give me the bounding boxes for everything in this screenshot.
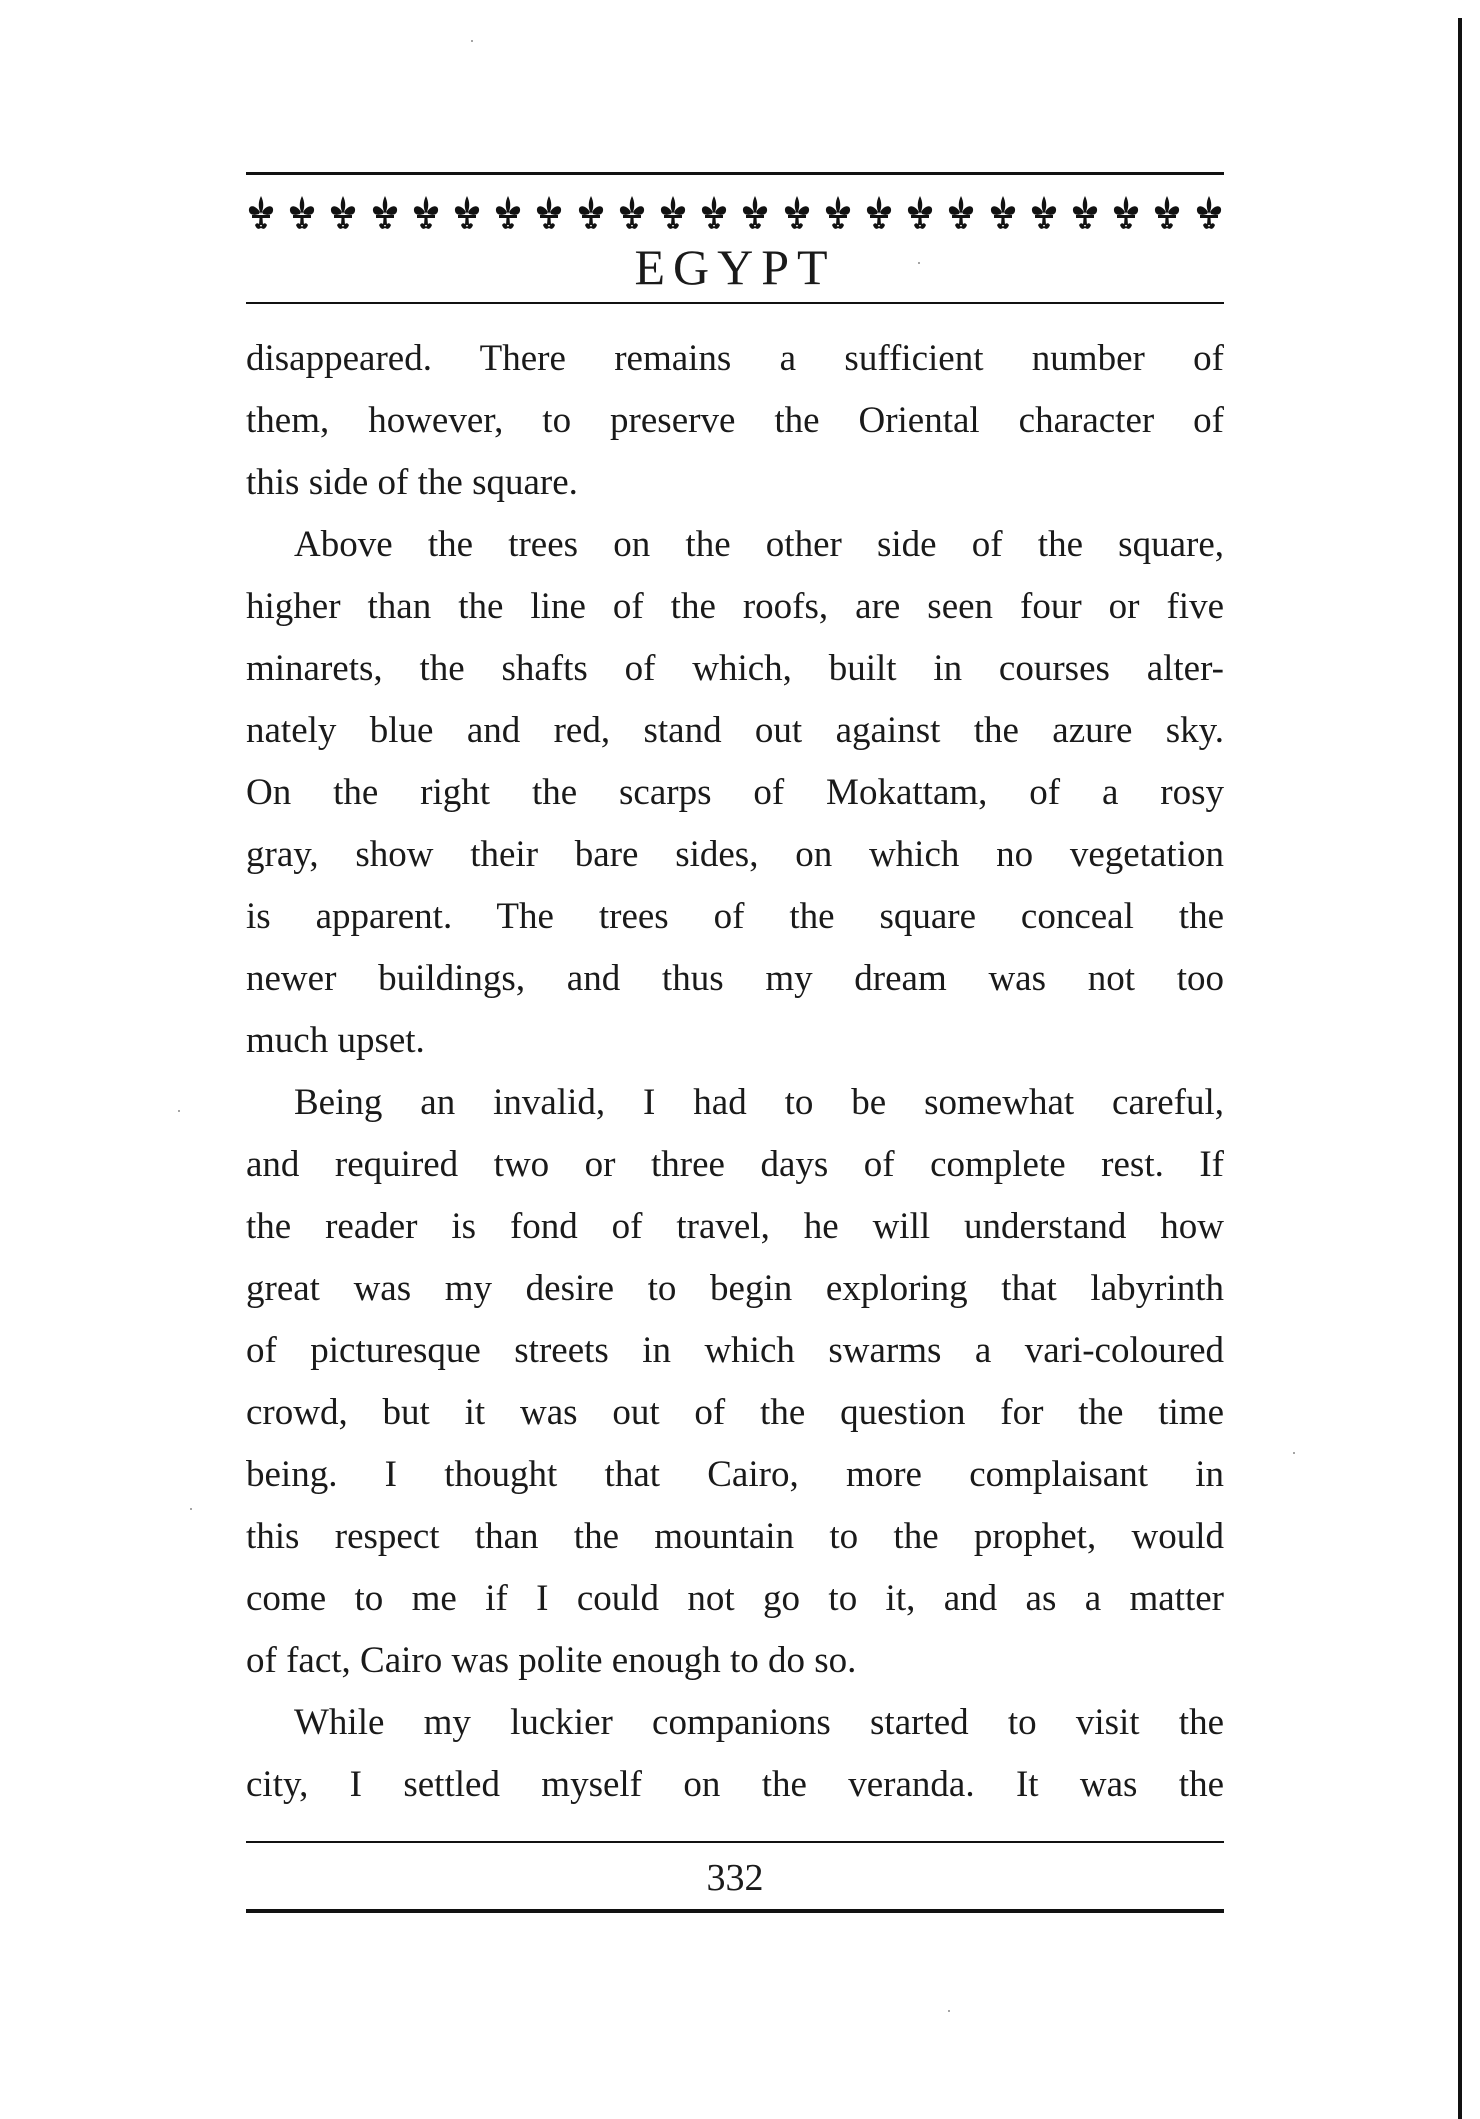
fleur-de-lis-icon — [740, 194, 770, 232]
text-line: much upset. — [246, 1020, 425, 1061]
text-line: newer buildings, and thus my dream was not too — [246, 958, 1224, 999]
running-head: EGYPT — [634, 239, 836, 295]
fleur-de-lis-icon — [534, 194, 564, 232]
footer-top-rule — [246, 1841, 1224, 1843]
text-line: being. I thought that Cairo, more complaisant in — [246, 1454, 1224, 1495]
text-line: this side of the square. — [246, 462, 578, 503]
fleur-de-lis-icon — [988, 194, 1018, 232]
fleur-de-lis-icon — [658, 194, 688, 232]
paper-speck — [471, 40, 473, 42]
fleur-de-lis-icon — [905, 194, 935, 232]
header-top-rule — [246, 172, 1224, 175]
ornament-band — [246, 190, 1224, 236]
body-text — [246, 328, 1224, 1816]
header-bottom-rule — [246, 302, 1224, 304]
text-line: and required two or three days of complete rest. If — [246, 1144, 1224, 1185]
fleur-de-lis-icon — [287, 194, 317, 232]
page-number: 332 — [706, 1857, 764, 1899]
text-line: Being an invalid, I had to be somewhat careful, — [294, 1082, 1224, 1123]
fleur-de-lis-icon — [1111, 194, 1141, 232]
fleur-de-lis-icon — [576, 194, 606, 232]
fleur-de-lis-icon — [328, 194, 358, 232]
fleur-de-lis-icon — [370, 194, 400, 232]
paragraph — [246, 1692, 1224, 1816]
text-line: nately blue and red, stand out against the azure sky. — [246, 710, 1224, 751]
text-line: minarets, the shafts of which, built in courses alter- — [246, 648, 1224, 689]
text-line: While my luckier companions started to visit the — [294, 1702, 1224, 1743]
text-line: of fact, Cairo was polite enough to do so. — [246, 1640, 857, 1681]
fleur-de-lis-icon — [411, 194, 441, 232]
fleur-de-lis-icon — [246, 194, 276, 232]
text-line: come to me if I could not go to it, and as a matter — [246, 1578, 1224, 1619]
text-line: the reader is fond of travel, he will understand how — [246, 1206, 1224, 1247]
fleur-de-lis-icon — [699, 194, 729, 232]
fleur-de-lis-icon — [1194, 194, 1224, 232]
paragraph — [246, 514, 1224, 1072]
text-line: great was my desire to begin exploring that labyrinth — [246, 1268, 1224, 1309]
footer-bottom-rule — [246, 1909, 1224, 1913]
paper-speck — [178, 1110, 180, 1112]
fleur-de-lis-icon — [452, 194, 482, 232]
fleur-de-lis-icon — [946, 194, 976, 232]
fleur-de-lis-icon — [864, 194, 894, 232]
fleur-de-lis-icon — [1029, 194, 1059, 232]
paragraph — [246, 1072, 1224, 1692]
text-line: city, I settled myself on the veranda. It was the — [246, 1764, 1224, 1805]
fleur-de-lis-icon — [493, 194, 523, 232]
paper-speck — [190, 1508, 192, 1510]
paper-speck — [918, 262, 920, 264]
paper-speck — [1293, 1452, 1295, 1454]
text-line: them, however, to preserve the Oriental character of — [246, 400, 1224, 441]
fleur-de-lis-icon — [823, 194, 853, 232]
text-line: Above the trees on the other side of the square, — [294, 524, 1224, 565]
text-line: this respect than the mountain to the prophet, would — [246, 1516, 1224, 1557]
text-line: disappeared. There remains a sufficient number of — [246, 338, 1224, 379]
text-line: On the right the scarps of Mokattam, of a rosy — [246, 772, 1224, 813]
fleur-de-lis-icon — [617, 194, 647, 232]
fleur-de-lis-icon — [1070, 194, 1100, 232]
fleur-de-lis-icon — [782, 194, 812, 232]
paragraph — [246, 328, 1224, 514]
text-line: crowd, but it was out of the question for the time — [246, 1392, 1224, 1433]
text-line: gray, show their bare sides, on which no vegetation — [246, 834, 1224, 875]
text-line: is apparent. The trees of the square conceal the — [246, 896, 1224, 937]
paper-speck — [948, 2010, 950, 2012]
fleur-de-lis-icon — [1152, 194, 1182, 232]
text-line: higher than the line of the roofs, are seen four or five — [246, 586, 1224, 627]
binding-edge — [1458, 18, 1462, 2119]
text-line: of picturesque streets in which swarms a vari-coloured — [246, 1330, 1224, 1371]
